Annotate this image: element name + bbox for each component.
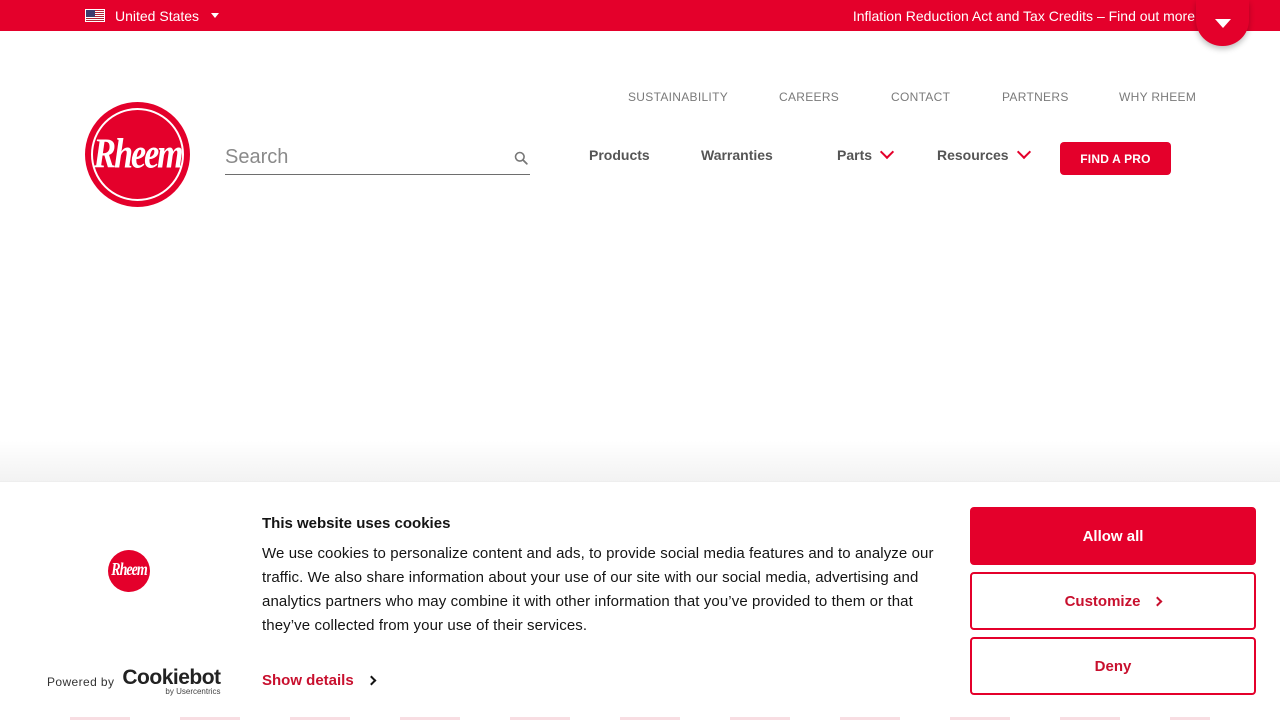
cookie-banner — [0, 481, 1280, 720]
cookie-banner-logo — [108, 550, 150, 592]
nav-warranties-label: Warranties — [701, 147, 773, 163]
cookiebot-logo — [122, 667, 220, 696]
deny-label: Deny — [1094, 657, 1132, 675]
allow-all-button[interactable] — [970, 507, 1256, 565]
cookiebot-name: Cookiebot — [122, 666, 221, 689]
chevron-right-icon — [1153, 596, 1163, 606]
promo-link[interactable]: Inflation Reduction Act and Tax Credits – Find out more — [852, 7, 1195, 24]
util-link-partners[interactable]: PARTNERS — [1002, 90, 1069, 104]
top-bar — [0, 0, 1280, 31]
search-bar — [225, 140, 530, 175]
deny-button[interactable] — [970, 637, 1256, 695]
region-label: United States — [115, 7, 200, 24]
rheem-logo[interactable] — [85, 102, 190, 207]
powered-by-cookiebot[interactable] — [47, 667, 221, 696]
chevron-down-icon — [880, 145, 894, 159]
search-input[interactable] — [225, 146, 505, 169]
util-link-why-rheem[interactable]: WHY RHEEM — [1119, 90, 1197, 104]
nav-parts[interactable] — [837, 147, 892, 163]
util-link-sustainability[interactable]: SUSTAINABILITY — [628, 90, 729, 104]
triangle-down-icon — [1215, 19, 1231, 28]
nav-warranties[interactable] — [701, 147, 773, 163]
cookie-banner-title: This website uses cookies — [262, 515, 451, 532]
allow-all-label: Allow all — [1082, 527, 1144, 545]
nav-parts-label: Parts — [837, 147, 873, 163]
search-icon[interactable] — [514, 151, 528, 165]
find-a-pro-button[interactable]: FIND A PRO — [1060, 142, 1171, 175]
cookie-logo-text: Rheem — [111, 561, 147, 580]
chevron-down-icon — [1017, 145, 1031, 159]
region-selector[interactable] — [85, 0, 219, 31]
customize-button[interactable] — [970, 572, 1256, 630]
nav-products[interactable] — [589, 147, 650, 163]
powered-by-label: Powered by — [47, 674, 115, 689]
chevron-right-icon — [366, 676, 376, 686]
util-link-careers[interactable]: CAREERS — [779, 90, 840, 104]
nav-resources-label: Resources — [937, 147, 1009, 163]
nav-products-label: Products — [589, 147, 650, 163]
banner-toggle-button[interactable] — [1196, 0, 1249, 46]
util-link-contact[interactable]: CONTACT — [891, 90, 951, 104]
nav-resources[interactable] — [937, 147, 1029, 163]
cookie-banner-shadow — [0, 440, 1280, 482]
logo-text: Rheem — [93, 130, 182, 177]
show-details-label: Show details — [262, 672, 354, 689]
customize-label: Customize — [1064, 592, 1141, 610]
us-flag-icon — [85, 9, 105, 22]
show-details-link[interactable] — [262, 672, 375, 689]
cookie-banner-text: We use cookies to personalize content and ads, to provide social media features and to analyze our traffic. We also share information about your use of our site with our social media, advertising and analytics partners who may combine it with other information that you’ve provided to them or that they’ve collected from your use of their services. — [262, 545, 934, 634]
caret-down-icon — [211, 13, 219, 18]
cookiebot-sub: by Usercentrics — [165, 687, 221, 696]
